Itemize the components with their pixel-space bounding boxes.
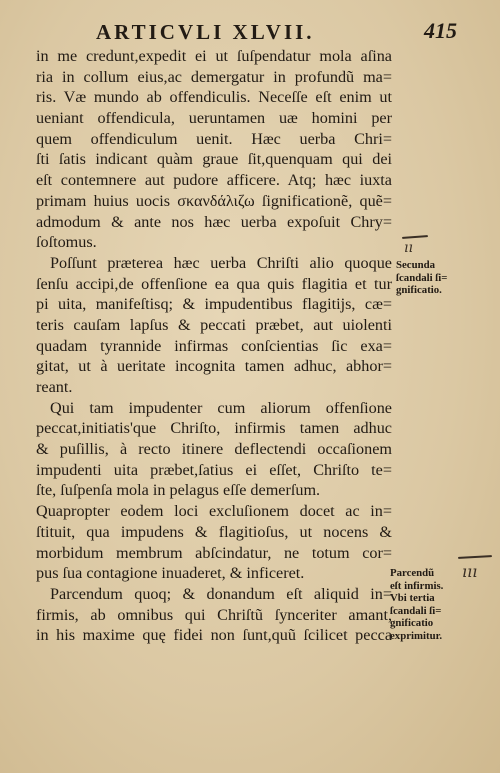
text-line: ſenſu accipi,de offenſione ea qua quis flagitia et tur — [36, 274, 392, 293]
margin-note-line: Parcendũ — [390, 567, 435, 579]
text-line: eſt contemnere aut pudore afficere. Atq; hæc iuxta — [36, 171, 392, 190]
text-line: Quapropter eodem loci excluſionem docet ac in= — [36, 502, 392, 521]
paragraph-first-line: Poſſunt præterea hæc uerba Chriſti alio quoque — [50, 253, 392, 272]
text-line: ria in collum eius,ac demergatur in profundũ ma= — [36, 67, 392, 86]
handwritten-mark: ııı — [462, 562, 478, 581]
text-line: ueniant offendicula, ueruntamen uæ homini per — [36, 109, 392, 128]
text-line: admodum & ante nos hæc uerba expoſuit Chry= — [36, 212, 392, 231]
text-line: ris. Væ mundo ab offendiculis. Neceſſe eſt enim ut — [36, 88, 392, 107]
text-line: firmis, ab omnibus qui Chriſtũ ſynceriter amant, — [36, 605, 392, 624]
text-line: gitat, ut à ueritate incognita tamen adhuc, abhor= — [36, 357, 392, 376]
text-line: ſtituit, qua impudens & flagitioſus, ut nocens & — [36, 522, 392, 541]
margin-note-line: Vbi tertia — [390, 592, 435, 604]
main-text-block — [36, 46, 392, 646]
pen-stroke — [458, 555, 492, 559]
margin-note-line: ſcandali ſi= — [390, 604, 442, 617]
margin-note-line: gnificatio. — [396, 284, 442, 296]
text-line: primam huius uocis σκανδάλιζω ſignificationẽ, quẽ= — [36, 191, 392, 210]
margin-note-secunda — [396, 259, 447, 297]
margin-note-line: eſt infirmis. — [390, 579, 444, 592]
text-line: & puſillis, à recto itinere deflectendi occaſionem — [36, 440, 392, 459]
text-line: quem offendiculum uenit. Hæc uerba Chri= — [36, 129, 392, 148]
margin-note-line: Secunda — [396, 259, 436, 271]
margin-note-line: gnificatio — [390, 617, 434, 629]
paragraph-first-line: Qui tam impudenter cum aliorum offenſione — [50, 398, 392, 417]
text-line: pi uita, manifeſtisq; & impudentibus flagitijs, cæ= — [36, 295, 392, 314]
text-line: ſoſtomus. — [36, 233, 97, 252]
text-line: ſti ſatis indicant quàm graue ſit,quenquam qui dei — [36, 150, 392, 169]
margin-note-line: exprimitur. — [390, 629, 443, 642]
text-line: in me credunt,expedit ei ut ſuſpendatur mola aſina — [36, 47, 392, 65]
text-line: peccat,initiatis'que Chriſto, infirmis tamen adhuc — [36, 419, 392, 438]
text-line: pus ſua contagione inuaderet, & inficeret. — [36, 564, 305, 583]
paragraph-first-line: Parcendum quoq; & donandum eſt aliquid in= — [50, 584, 392, 603]
text-line: impudenti uita præbet,ſatius ei eſſet, Chriſto te= — [36, 460, 392, 479]
margin-note-line: ſcandali ſi= — [396, 271, 448, 284]
text-line: reant. — [36, 378, 73, 396]
running-title: ARTICVLI XLVII. — [96, 20, 315, 44]
page-number: 415 — [424, 18, 457, 43]
text-line: in his maxime quę fidei non ſunt,quũ ſcilicet pecca — [36, 626, 392, 645]
text-line: morbidum membrum abſcindatur, ne totum cor= — [36, 543, 392, 562]
text-line: ſte, ſuſpenſa mola in pelagus eſſe demerſum. — [36, 481, 321, 500]
text-line: teris cauſam lapſus & peccati præbet, aut uiolenti — [36, 315, 392, 334]
handwritten-mark: ıı — [404, 240, 413, 256]
margin-note-parcendum — [390, 567, 443, 642]
text-line: quadam tyrannide infirmas conſcientias ſic exa= — [36, 336, 392, 355]
pen-stroke — [402, 235, 428, 239]
